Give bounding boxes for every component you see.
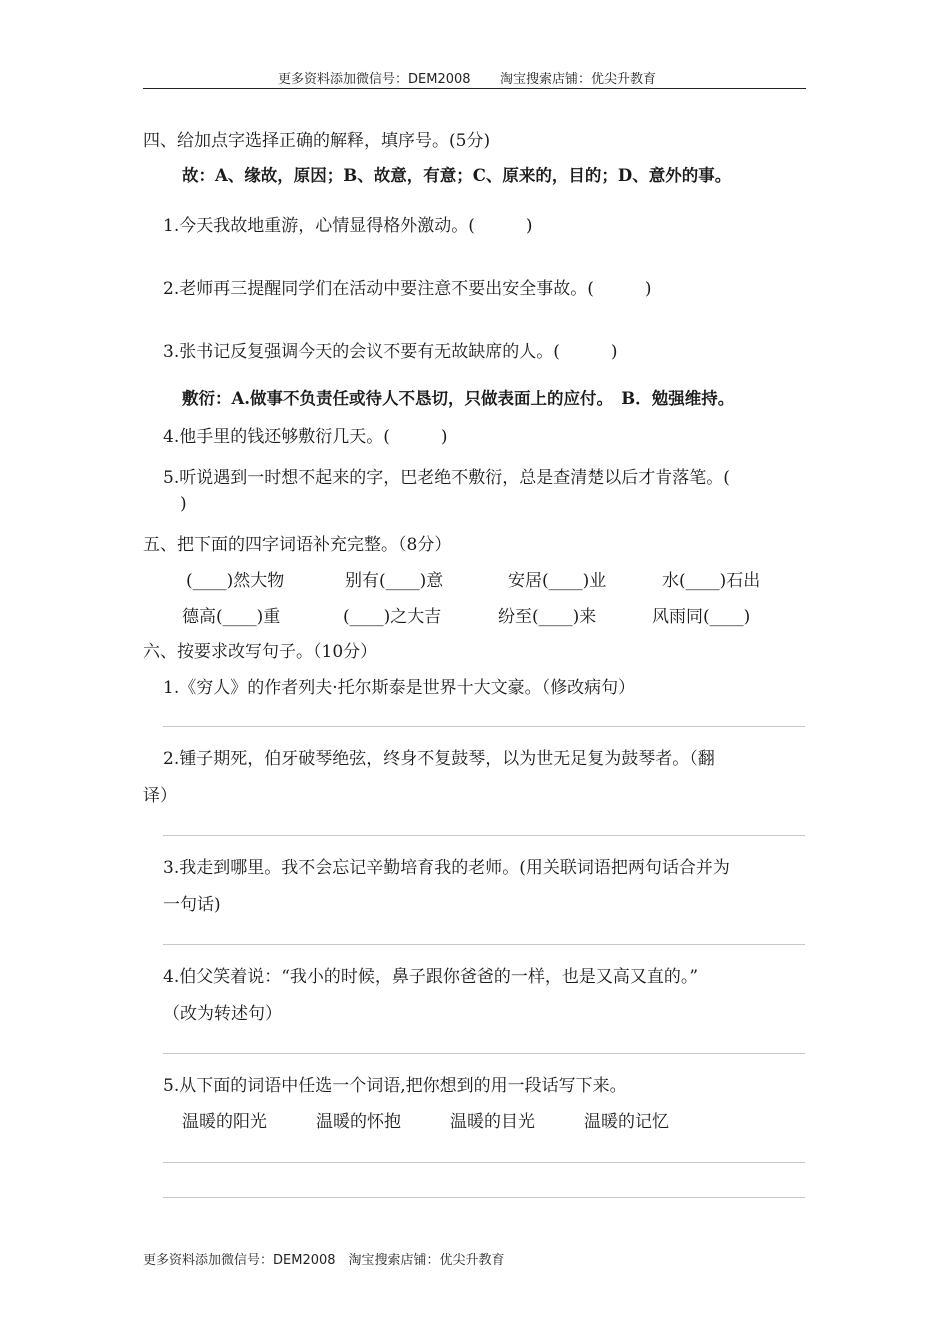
definition-gu: 故：A、缘故，原因；B、故意，有意；C、原来的，目的；D、意外的事。: [182, 166, 732, 185]
word-option: 温暖的记忆: [584, 1112, 669, 1132]
section4-question-3: 3.张书记反复强调今天的会议不要有无故缺席的人。( ): [163, 342, 618, 362]
idiom-blank: (____)然大物: [186, 571, 285, 591]
answer-line: [163, 1053, 805, 1054]
word-option: 温暖的目光: [450, 1112, 535, 1132]
answer-line: [163, 726, 805, 727]
section6-question-2-cont: 译）: [143, 786, 177, 806]
section6-question-5: 5.从下面的词语中任选一个词语,把你想到的用一段话写下来。: [163, 1076, 627, 1096]
header-contact: 更多资料添加微信号：DEM2008: [278, 72, 471, 87]
section6-question-4: 4.伯父笑着说：“我小的时候，鼻子跟你爸爸的一样，也是又高又直的。”: [163, 967, 699, 987]
section6-question-3: 3.我走到哪里。我不会忘记辛勤培育我的老师。(用关联词语把两句话合并为: [163, 858, 730, 878]
section4-question-4: 4.他手里的钱还够敷衍几天。( ): [163, 427, 448, 447]
idiom-blank: 安居(____)业: [508, 571, 607, 591]
footer-text: 更多资料添加微信号：DEM2008 淘宝搜索店铺：优尖升教育: [143, 1253, 505, 1268]
idiom-blank: 水(____)石出: [662, 571, 761, 591]
idiom-blank: 别有(____)意: [345, 571, 444, 591]
section4-question-2: 2.老师再三提醒同学们在活动中要注意不要出安全事故。( ): [163, 279, 652, 299]
definition-fuyan: 敷衍：A.做事不负责任或待人不恳切，只做表面上的应付。 B．勉强维持。: [182, 389, 735, 408]
header-rule: [143, 88, 806, 89]
section4-question-5-cont: ): [180, 494, 187, 514]
section4-title: 四、给加点字选择正确的解释，填序号。(5分): [143, 131, 491, 151]
answer-line: [163, 1162, 805, 1163]
idiom-blank: 纷至(____)来: [498, 607, 597, 627]
idiom-blank: 德高(____)重: [182, 607, 281, 627]
section6-question-3-cont: 一句话): [163, 895, 221, 915]
word-option: 温暖的阳光: [182, 1112, 267, 1132]
idiom-blank: (____)之大吉: [343, 607, 442, 627]
section4-question-1: 1.今天我故地重游，心情显得格外激动。( ): [163, 216, 533, 236]
section4-question-5: 5.听说遇到一时想不起来的字，巴老绝不敷衍，总是查清楚以后才肯落笔。(: [163, 468, 730, 488]
section6-question-2: 2.锺子期死，伯牙破琴绝弦，终身不复鼓琴，以为世无足复为鼓琴者。（翻: [163, 749, 715, 769]
section6-question-4-cont: （改为转述句）: [163, 1004, 282, 1024]
answer-line: [163, 944, 805, 945]
answer-line: [163, 1197, 805, 1198]
idiom-blank: 风雨同(____): [652, 607, 751, 627]
section5-title: 五、把下面的四字词语补充完整。（8分）: [143, 535, 452, 555]
header-shop: 淘宝搜索店铺：优尖升教育: [500, 72, 657, 87]
answer-line: [163, 835, 805, 836]
section6-title: 六、按要求改写句子。（10分）: [143, 642, 378, 662]
word-option: 温暖的怀抱: [316, 1112, 401, 1132]
section6-question-1: 1.《穷人》的作者列夫·托尔斯泰是世界十大文豪。（修改病句）: [163, 678, 636, 698]
